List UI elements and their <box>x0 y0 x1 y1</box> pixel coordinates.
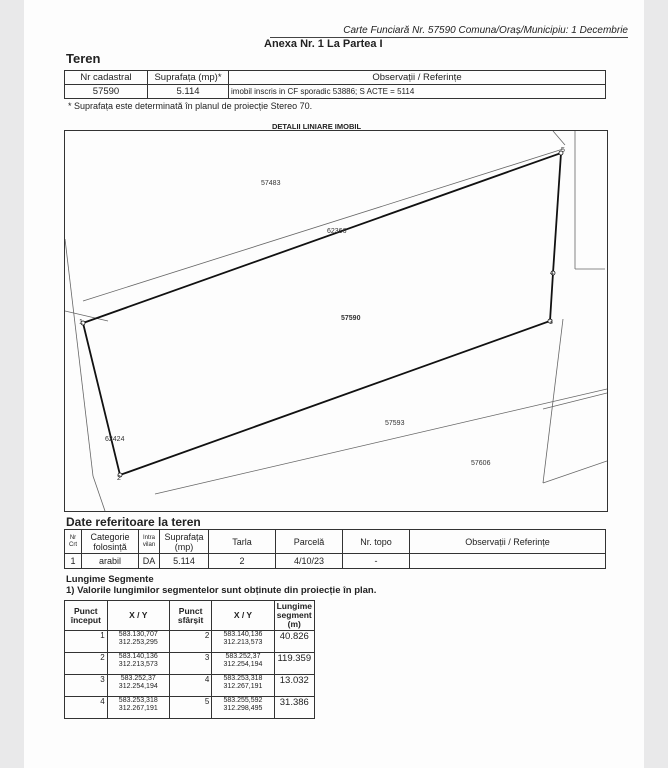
plan-title: DETALII LINIARE IMOBIL <box>272 122 362 131</box>
lungime-subtitle: 1) Valorile lungimilor segmentelor sunt obținute din proiecție în plan. <box>66 585 377 596</box>
col-xy-start: X / Y <box>107 601 169 631</box>
cell-observatii: imobil inscris in CF sporadic 53886; S ACTE = 5114 <box>229 85 606 99</box>
cell-tarla: 2 <box>209 554 276 569</box>
cell-nr-cadastral: 57590 <box>65 85 148 99</box>
segmente-table <box>64 600 315 719</box>
cell-xy-end: 583.140,136 312.213,573 <box>212 631 274 653</box>
point-label: 1 <box>79 319 83 326</box>
cell-start: 3 <box>65 675 108 697</box>
col-nr-cadastral: Nr cadastral <box>65 71 148 85</box>
cell-end: 2 <box>169 631 211 653</box>
point-label: 5 <box>561 147 565 154</box>
lungime-title: Lungime Segmente <box>66 574 154 585</box>
table-row <box>65 631 315 653</box>
lungime-segmente-heading <box>66 574 376 596</box>
date-referitoare-title: Date referitoare la teren <box>66 515 201 529</box>
cell-suprafata: 5.114 <box>160 554 209 569</box>
point-label: 2 <box>117 475 121 482</box>
cell-intravilan: DA <box>139 554 160 569</box>
parcel-label: 57590 <box>341 315 361 322</box>
parcel-plan <box>64 130 608 512</box>
col-observatii: Observații / Referințe <box>410 530 606 554</box>
col-lungime: Lungime segment (m) <box>274 601 314 631</box>
col-tarla: Tarla <box>209 530 276 554</box>
parcel-boundary <box>83 153 561 475</box>
carte-funciara-header: Carte Funciară Nr. 57590 Comuna/Oraș/Municipiu: 1 Decembrie <box>343 25 628 36</box>
neighbor-label: 57593 <box>385 420 405 427</box>
col-xy-end: X / Y <box>212 601 274 631</box>
boundary-line <box>93 476 105 511</box>
boundary-line <box>553 131 565 145</box>
cell-lungime: 31.386 <box>274 697 314 719</box>
col-intravilan: Intra vilan <box>139 530 160 554</box>
cell-start: 1 <box>65 631 108 653</box>
boundary-line <box>65 239 93 476</box>
teren-table <box>64 70 606 99</box>
neighbor-label: 57606 <box>471 460 491 467</box>
cell-xy-end: 583.252,37 312.254,194 <box>212 653 274 675</box>
cell-xy-end: 583.253,318 312.267,191 <box>212 675 274 697</box>
cell-lungime: 119.359 <box>274 653 314 675</box>
cell-end: 5 <box>169 697 211 719</box>
cell-end: 3 <box>169 653 211 675</box>
cell-nr-crt: 1 <box>65 554 82 569</box>
boundary-line <box>543 461 607 483</box>
table-row <box>65 653 315 675</box>
col-suprafata: Suprafața (mp)* <box>148 71 229 85</box>
col-nr-crt: Nr Crt <box>65 530 82 554</box>
table-row <box>65 697 315 719</box>
col-suprafata: Suprafața (mp) <box>160 530 209 554</box>
cell-parcela: 4/10/23 <box>276 554 343 569</box>
suprafata-note: * Suprafața este determinată în planul de proiecție Stereo 70. <box>68 101 313 111</box>
table-row <box>65 675 315 697</box>
cell-xy-start: 583.130,707 312.253,295 <box>107 631 169 653</box>
col-observatii: Observații / Referințe <box>229 71 606 85</box>
cell-xy-start: 583.253,318 312.267,191 <box>107 697 169 719</box>
col-parcela: Parcelă <box>276 530 343 554</box>
cell-xy-start: 583.252,37 312.254,194 <box>107 675 169 697</box>
neighbor-label: 57483 <box>261 180 281 187</box>
col-punct-sfarsit: Punct sfârșit <box>169 601 211 631</box>
cell-end: 4 <box>169 675 211 697</box>
cell-start: 2 <box>65 653 108 675</box>
cell-lungime: 13.032 <box>274 675 314 697</box>
teren-title: Teren <box>66 51 101 66</box>
col-categorie: Categorie folosință <box>82 530 139 554</box>
neighbor-label: 62366 <box>327 228 347 235</box>
neighbor-label: 62424 <box>105 436 125 443</box>
cell-start: 4 <box>65 697 108 719</box>
cell-lungime: 40.826 <box>274 631 314 653</box>
point-label: 4 <box>550 270 554 277</box>
cell-observatii <box>410 554 606 569</box>
point-label: 3 <box>549 319 553 326</box>
cell-xy-end: 583.255,592 312.298,495 <box>212 697 274 719</box>
cell-categorie: arabil <box>82 554 139 569</box>
col-nr-topo: Nr. topo <box>343 530 410 554</box>
cell-xy-start: 583.140,136 312.213,573 <box>107 653 169 675</box>
boundary-line <box>83 149 563 301</box>
cell-nr-topo: - <box>343 554 410 569</box>
col-punct-inceput: Punct început <box>65 601 108 631</box>
annex-title: Anexa Nr. 1 La Partea I <box>264 38 383 50</box>
cell-suprafata: 5.114 <box>148 85 229 99</box>
boundary-line <box>155 389 607 494</box>
date-referitoare-table <box>64 529 606 569</box>
boundary-line <box>543 319 563 483</box>
